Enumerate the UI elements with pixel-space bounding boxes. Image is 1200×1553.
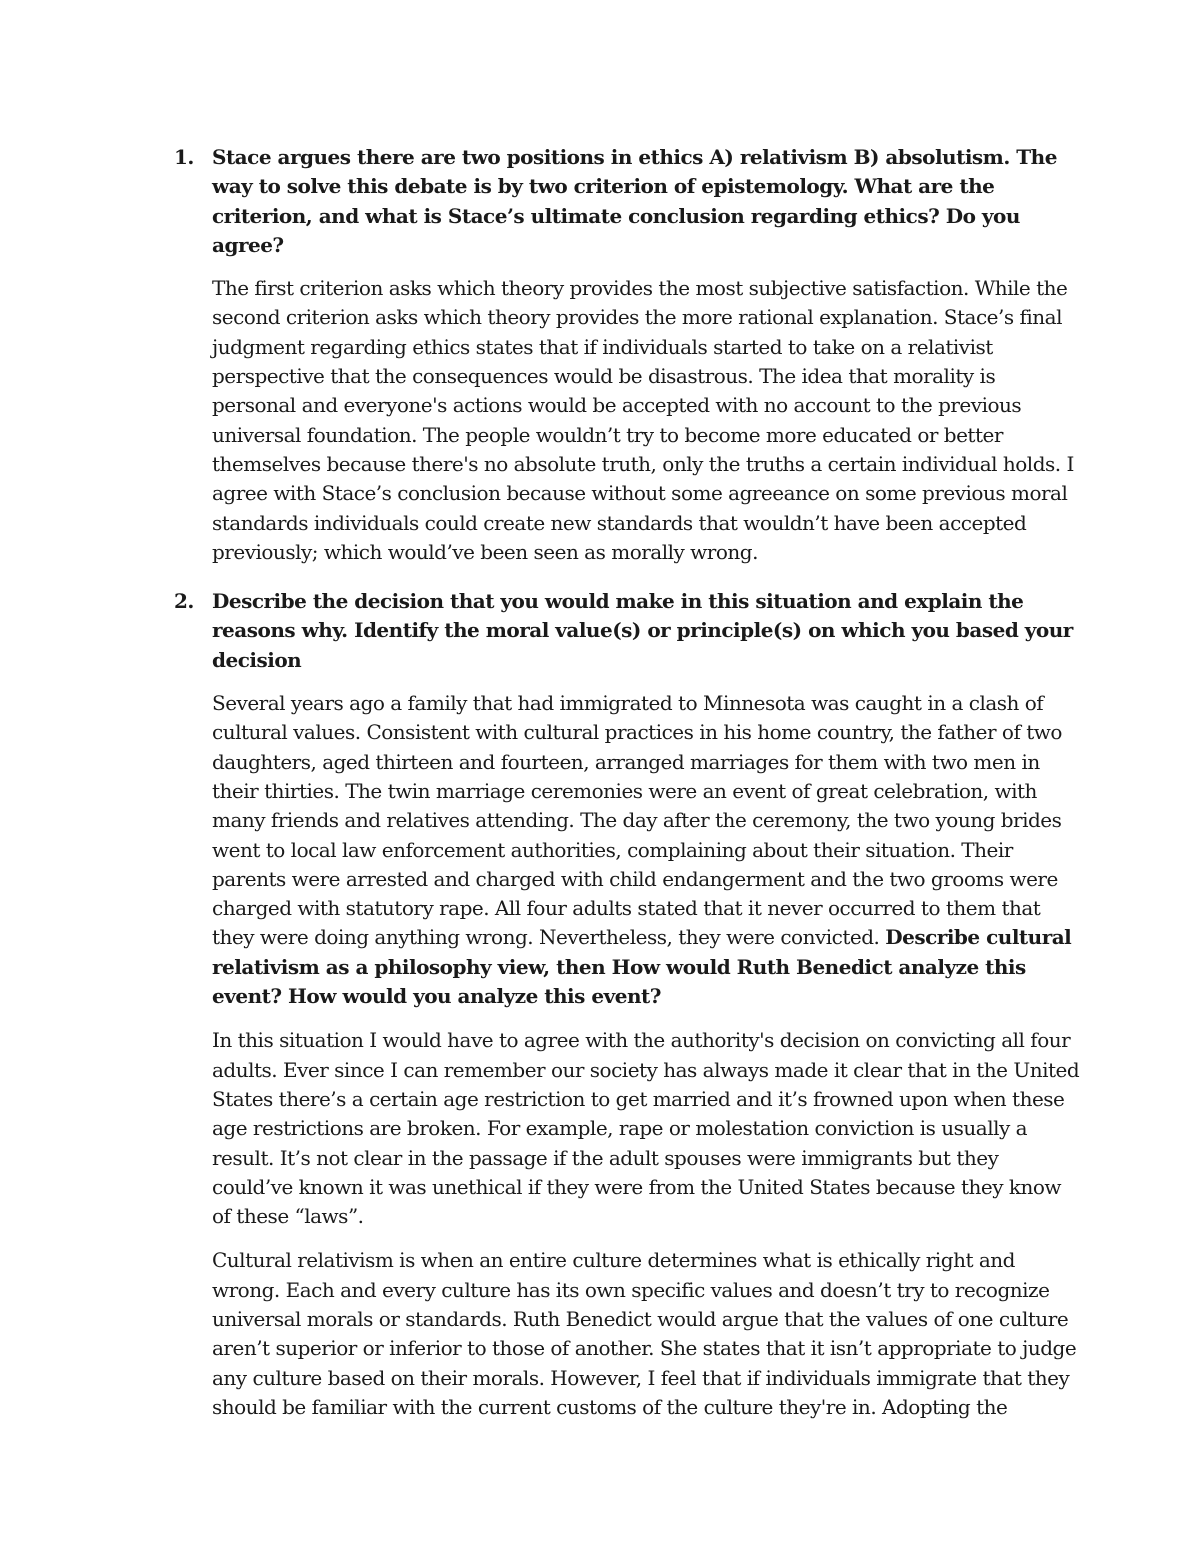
answer-2-paragraph-1: In this situation I would have to agree with the authority's decision on convicting all four adults. Ever since I can remember our society has always made it clear that in the United States there’s a certain age restriction to get married and it’s frowned upon when these age restrictions are broken. For example, rape or molestation conviction is usually a result. It’s not clear in the passage if the adult spouses were immigrants but they could’ve known it was unethical if they were from the United States because they know of these “laws”. [212,1028,1080,1229]
document-body [174,143,1082,1437]
question-1-number: 1. [174,145,194,169]
answer-2-paragraph-2: Cultural relativism is when an entire culture determines what is ethically right and wrong. Each and every culture has its own specific values and doesn’t try to recognize universal morals or standards. Ruth Benedict would argue that the values of one culture aren’t superior or inferior to those of another. She states that it isn’t appropriate to judge any culture based on their morals. However, I feel that if individuals immigrate that they should be familiar with the current customs of the culture they're in. Adopting the [212,1248,1077,1419]
question-2-text: Describe the decision that you would make in this situation and explain the reasons why. Identify the moral value(s) or principle(s) on which you based your decision [212,589,1073,672]
scenario-question: Describe cultural relativism as a philosophy view, then How would Ruth Benedict analyze this event? How would you analyze this event? [212,925,1072,1009]
question-1 [174,143,1082,260]
question-2 [174,587,1082,675]
scenario-text: Several years ago a family that had immigrated to Minnesota was caught in a clash of cultural values. Consistent with cultural practices in his home country, the father of two daughters, aged thirteen and fourteen, arranged marriages for them with two men in their thirties. The twin marriage ceremonies were an event of great celebration, with many friends and relatives attending. The day after the ceremony, the two young brides went to local law enforcement authorities, complaining about their situation. Their parents were arrested and charged with child endangerment and the two grooms were charged with statutory rape. All four adults stated that it never occurred to them that they were doing anything wrong. Nevertheless, they were convicted. [212,691,1062,950]
question-1-text: Stace argues there are two positions in ethics A) relativism B) absolutism. The way to solve this debate is by two criterion of epistemology. What are the criterion, and what is Stace’s ultimate conclusion regarding ethics? Do you agree? [212,145,1057,257]
answer-1-paragraph: The first criterion asks which theory provides the most subjective satisfaction. While the second criterion asks which theory provides the more rational explanation. Stace’s final judgment regarding ethics states that if individuals started to take on a relativist perspective that the consequences would be disastrous. The idea that morality is personal and everyone's actions would be accepted with no account to the previous universal foundation. The people wouldn’t try to become more educated or better themselves because there's no absolute truth, only the truths a certain individual holds. I agree with Stace’s conclusion because without some agreeance on some previous moral standards individuals could create new standards that wouldn’t have been accepted previously; which would’ve been seen as morally wrong. [212,276,1074,564]
question-2-number: 2. [174,589,194,614]
scenario-paragraph [212,689,1082,1011]
